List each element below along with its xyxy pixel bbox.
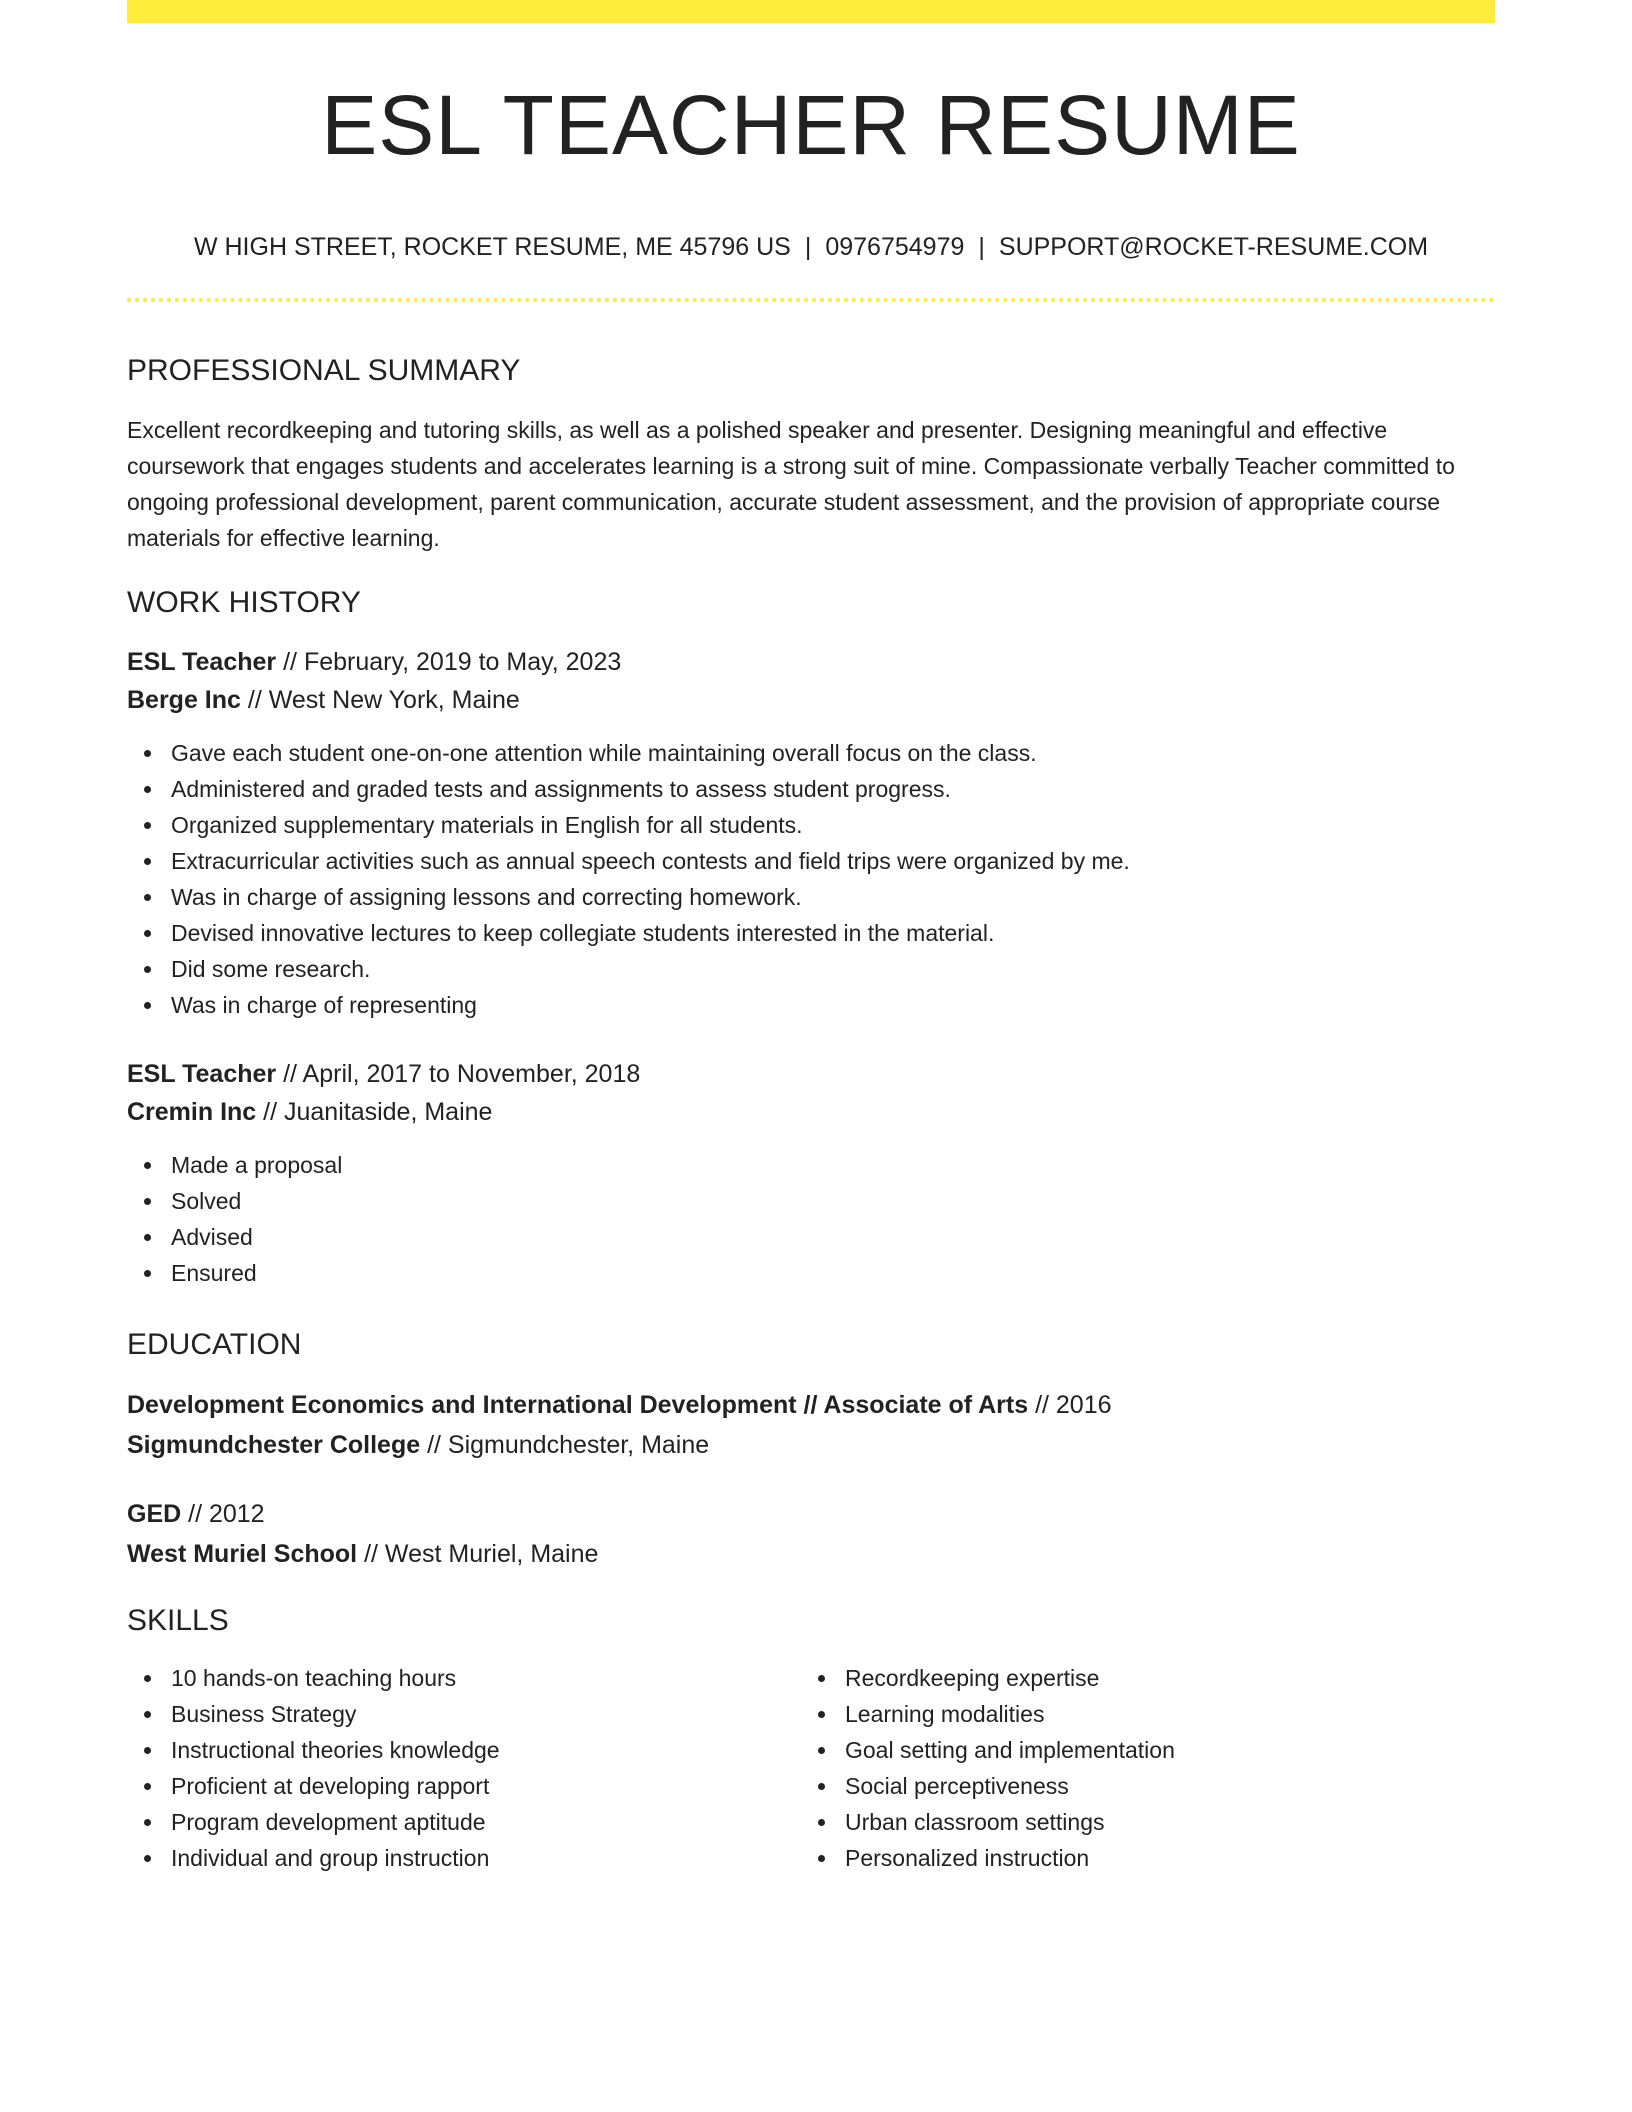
- summary-text: Excellent recordkeeping and tutoring skills, as well as a polished speaker and presenter. Designing meaningful and effective coursework that engages students and accelerates learning is a strong suit of mine. Compassionate verbally Teacher committed to ongoing professional development, parent communication, accurate student assessment, and the provision of appropriate course materials for effective learning.: [127, 417, 1455, 551]
- education-degree: Development Economics and International Development // Associate of Arts: [127, 1391, 1029, 1419]
- job-dates: // April, 2017 to November, 2018: [276, 1060, 641, 1088]
- list-item: Organized supplementary materials in English for all students.: [171, 807, 1495, 843]
- education-degree-line: [127, 1385, 1495, 1425]
- accent-top-bar: [127, 0, 1495, 23]
- job-entry: [127, 643, 1495, 1023]
- dotted-divider: [127, 298, 1495, 302]
- work-section: [127, 588, 1495, 618]
- education-entry: [127, 1494, 1495, 1574]
- summary-section: [127, 356, 1495, 556]
- page-title: ESL TEACHER RESUME: [321, 78, 1301, 172]
- education-location: // Sigmundchester, Maine: [420, 1431, 710, 1459]
- contact-email: SUPPORT@ROCKET-RESUME.COM: [998, 233, 1429, 261]
- contact-address: W HIGH STREET, ROCKET RESUME, ME 45796 US: [193, 233, 791, 261]
- skill-item: Instructional theories knowledge: [171, 1732, 801, 1768]
- list-item: Advised: [171, 1219, 1495, 1255]
- education-entry: [127, 1385, 1495, 1465]
- job-title-line: [127, 1055, 1495, 1093]
- work-heading: WORK HISTORY: [127, 586, 361, 619]
- list-item: Gave each student one-on-one attention while maintaining overall focus on the class.: [171, 735, 1495, 771]
- skills-heading: SKILLS: [127, 1604, 229, 1637]
- job-title: ESL Teacher: [127, 648, 277, 676]
- job-company: Cremin Inc: [127, 1098, 257, 1126]
- skills-list-right: [801, 1660, 1475, 1876]
- skills-column-right: [801, 1660, 1475, 1876]
- education-school: Sigmundchester College: [127, 1431, 421, 1459]
- job-location: // West New York, Maine: [240, 686, 520, 714]
- list-item: Solved: [171, 1183, 1495, 1219]
- skill-item: 10 hands-on teaching hours: [171, 1660, 801, 1696]
- job-location: // Juanitaside, Maine: [256, 1098, 493, 1126]
- job-company-line: [127, 1093, 1495, 1131]
- list-item: Administered and graded tests and assignments to assess student progress.: [171, 771, 1495, 807]
- skills-grid: [127, 1660, 1495, 1876]
- skill-item: Individual and group instruction: [171, 1840, 801, 1876]
- education-school-line: [127, 1425, 1495, 1465]
- job-company-line: [127, 681, 1495, 719]
- education-location: // West Muriel, Maine: [357, 1540, 599, 1568]
- job-dates: // February, 2019 to May, 2023: [276, 648, 622, 676]
- skill-item: Learning modalities: [845, 1696, 1475, 1732]
- education-section: [127, 1330, 1495, 1360]
- job-title: ESL Teacher: [127, 1060, 277, 1088]
- education-year: // 2016: [1028, 1391, 1112, 1419]
- contact-line: [127, 235, 1495, 260]
- list-item: Made a proposal: [171, 1147, 1495, 1183]
- job-company: Berge Inc: [127, 686, 241, 714]
- list-item: Was in charge of representing: [171, 987, 1495, 1023]
- list-item: Did some research.: [171, 951, 1495, 987]
- skills-section: [127, 1606, 1495, 1636]
- job-bullets: [127, 1147, 1495, 1291]
- skill-item: Business Strategy: [171, 1696, 801, 1732]
- job-bullets: [127, 735, 1495, 1023]
- skill-item: Personalized instruction: [845, 1840, 1475, 1876]
- education-heading: EDUCATION: [127, 1328, 302, 1361]
- summary-heading: PROFESSIONAL SUMMARY: [127, 354, 521, 387]
- skill-item: Goal setting and implementation: [845, 1732, 1475, 1768]
- skill-item: Recordkeeping expertise: [845, 1660, 1475, 1696]
- skill-item: Urban classroom settings: [845, 1804, 1475, 1840]
- skill-item: Proficient at developing rapport: [171, 1768, 801, 1804]
- contact-separator: |: [804, 233, 812, 261]
- education-year: // 2012: [181, 1500, 265, 1528]
- education-school: West Muriel School: [127, 1540, 358, 1568]
- skill-item: Social perceptiveness: [845, 1768, 1475, 1804]
- skill-item: Program development aptitude: [171, 1804, 801, 1840]
- education-school-line: [127, 1534, 1495, 1574]
- education-degree: GED: [127, 1500, 182, 1528]
- list-item: Extracurricular activities such as annual speech contests and field trips were organized by me.: [171, 843, 1495, 879]
- list-item: Devised innovative lectures to keep collegiate students interested in the material.: [171, 915, 1495, 951]
- resume-page: [127, 0, 1495, 1871]
- list-item: Was in charge of assigning lessons and correcting homework.: [171, 879, 1495, 915]
- contact-separator: |: [978, 233, 985, 261]
- skills-column-left: [127, 1660, 801, 1876]
- list-item: Ensured: [171, 1255, 1495, 1291]
- skills-list-left: [127, 1660, 801, 1876]
- job-title-line: [127, 643, 1495, 681]
- education-degree-line: [127, 1494, 1495, 1534]
- job-entry: [127, 1055, 1495, 1291]
- contact-phone: 0976754979: [825, 233, 965, 261]
